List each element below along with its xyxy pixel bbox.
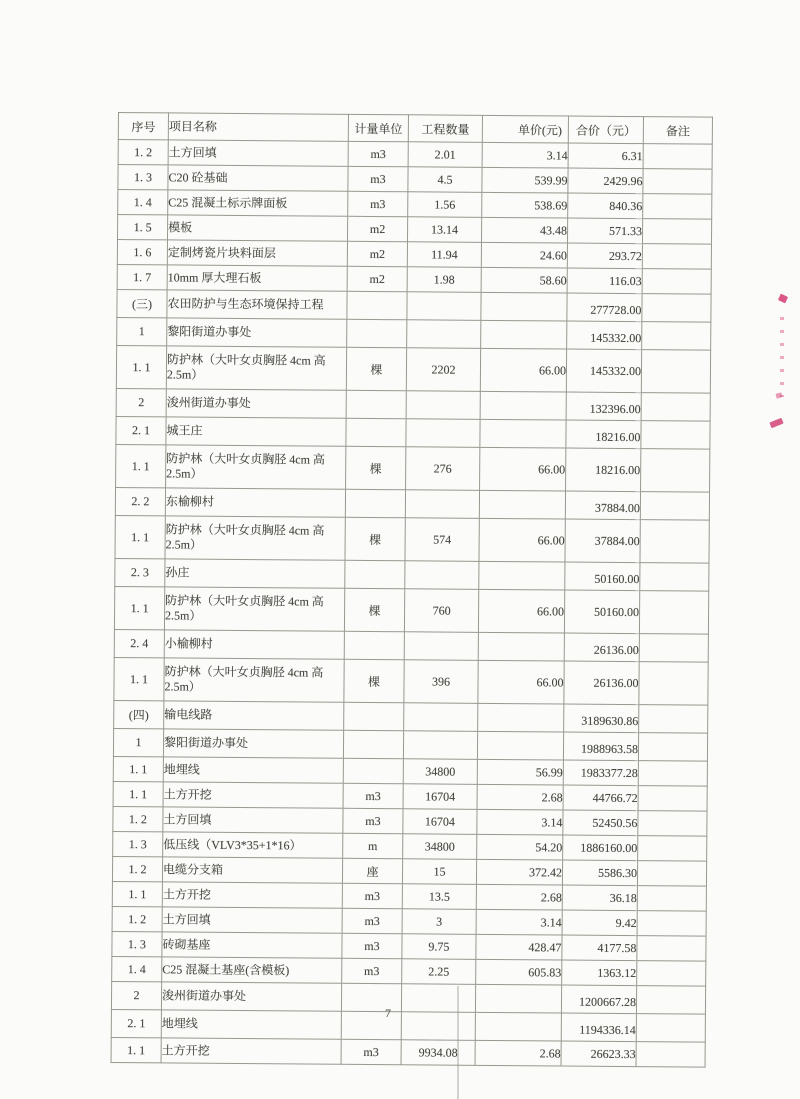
cell-price (481, 320, 567, 349)
cell-seq: 1. 4 (118, 190, 168, 215)
cell-name: 防护林（大叶女贞胸胫 4cm 高 2.5m） (164, 587, 344, 631)
cell-name: 土方开挖 (161, 1038, 341, 1064)
cell-name: C25 混凝土基座(含模板) (162, 957, 342, 983)
cell-price: 605.83 (476, 959, 562, 985)
cell-price: 2.68 (476, 884, 562, 910)
cell-name: 土方开挖 (162, 882, 342, 908)
cell-total: 36.18 (562, 885, 637, 911)
cell-unit: m3 (348, 191, 408, 216)
cell-price: 372.42 (476, 859, 562, 885)
cell-total: 6.31 (568, 143, 643, 169)
cell-remark (637, 861, 706, 887)
cell-qty (406, 391, 480, 420)
cell-unit: m (343, 833, 403, 858)
cell-price: 2.68 (475, 1040, 561, 1066)
cell-remark (640, 563, 709, 592)
cell-name: 电缆分支箱 (162, 857, 342, 883)
cost-summary-table (111, 112, 713, 1068)
cell-qty: 9.75 (402, 934, 476, 960)
cell-total: 2429.96 (568, 168, 643, 194)
cell-qty (401, 1012, 475, 1041)
cell-total: 1886160.00 (563, 835, 638, 861)
cell-name: 输电线路 (164, 701, 344, 730)
cell-unit (344, 631, 404, 659)
cell-unit: m3 (343, 808, 403, 833)
cell-unit: m3 (342, 958, 402, 983)
cell-total: 277728.00 (567, 293, 642, 322)
cell-remark (638, 733, 707, 762)
cell-total: 9.42 (562, 910, 637, 936)
cell-remark (637, 936, 706, 962)
cell-remark (643, 144, 712, 170)
cell-remark (639, 705, 708, 734)
cell-total: 293.72 (567, 243, 642, 269)
cell-total: 1363.12 (562, 960, 637, 986)
cell-price: 2.68 (477, 784, 563, 810)
cell-seq: 1. 7 (117, 264, 167, 289)
cell-price (477, 731, 563, 760)
cell-total: 3189630.86 (564, 704, 639, 733)
cell-seq: 1. 1 (113, 756, 163, 781)
cell-total: 26623.33 (561, 1041, 636, 1067)
cell-seq: 1. 2 (112, 906, 162, 931)
cell-price: 3.14 (482, 142, 568, 168)
cell-price: 3.14 (477, 809, 563, 835)
cell-qty: 15 (402, 859, 476, 885)
cell-total: 18216.00 (566, 448, 641, 492)
cell-total: 116.03 (567, 268, 642, 294)
cell-qty (405, 561, 479, 590)
cell-price: 66.00 (479, 518, 565, 562)
cell-qty (401, 984, 475, 1013)
cell-name: 低压线（VLV3*35+1*16） (163, 832, 343, 858)
cell-unit: 棵 (344, 659, 404, 702)
cell-total: 145332.00 (566, 349, 641, 393)
cell-remark (643, 169, 712, 195)
cell-name: 黎阳街道办事处 (163, 729, 343, 758)
cell-seq: 2. 1 (116, 416, 166, 444)
cell-remark (642, 244, 711, 270)
cell-unit: m3 (348, 141, 408, 166)
cell-seq: 1. 1 (116, 444, 166, 487)
cell-name: 土方回填 (163, 807, 343, 833)
cell-qty: 9934.08 (401, 1040, 475, 1066)
cell-qty: 4.5 (408, 167, 482, 193)
cell-qty (407, 292, 481, 321)
cell-qty: 16704 (403, 809, 477, 835)
cell-price: 24.60 (481, 242, 567, 268)
cell-name: 农田防护与生态环境保持工程 (167, 290, 347, 319)
cell-total: 1988963.58 (563, 732, 638, 761)
column-header-seq: 序号 (118, 113, 168, 140)
column-header-unit: 计量单位 (348, 114, 408, 141)
cell-name: 防护林（大叶女贞胸胫 4cm 高 2.5m） (164, 658, 344, 702)
cell-unit (344, 702, 404, 730)
cell-remark (640, 520, 709, 564)
cell-qty: 16704 (403, 784, 477, 810)
cell-total: 37884.00 (565, 519, 640, 563)
cell-qty: 34800 (403, 759, 477, 785)
cell-total: 44766.72 (563, 785, 638, 811)
page-number: 7 (385, 1006, 391, 1020)
cell-seq: 1. 1 (114, 657, 164, 700)
cell-remark (637, 961, 706, 987)
cell-qty: 396 (404, 660, 478, 704)
cell-qty: 2.25 (402, 959, 476, 985)
cell-qty (405, 490, 479, 519)
column-header-qty: 工程数量 (408, 115, 482, 143)
column-header-price: 单价(元) (482, 115, 568, 143)
cell-seq: 1. 3 (112, 931, 162, 956)
cell-price: 538.69 (482, 192, 568, 218)
cell-seq: 2. 1 (111, 1009, 161, 1037)
cell-seq: 1. 1 (114, 586, 164, 629)
column-header-name: 项目名称 (168, 113, 348, 141)
cell-unit (343, 730, 403, 758)
cell-unit: 棵 (344, 588, 404, 631)
cell-remark (638, 786, 707, 812)
cell-qty: 1.56 (408, 192, 482, 218)
cell-total: 571.33 (567, 218, 642, 244)
cell-remark (642, 269, 711, 295)
cell-name: 东榆柳村 (165, 488, 345, 517)
cell-name: 土方回填 (162, 907, 342, 933)
cell-seq: 1. 1 (112, 881, 162, 906)
cell-unit: m3 (341, 1039, 401, 1064)
cell-name: 孙庄 (165, 559, 345, 588)
stamp-mark-icon (775, 392, 782, 398)
cell-seq: 1. 1 (115, 515, 165, 558)
cell-unit: m2 (347, 216, 407, 241)
cell-remark (636, 1042, 705, 1068)
cell-unit: m3 (348, 166, 408, 191)
cell-seq: 1. 2 (118, 140, 168, 165)
cell-remark (641, 421, 710, 450)
cell-remark (636, 986, 705, 1015)
cell-remark (641, 449, 710, 493)
cell-unit (347, 319, 407, 347)
cell-seq: 1. 4 (112, 956, 162, 981)
cell-price (480, 419, 566, 448)
cell-remark (636, 1014, 705, 1043)
cell-remark (642, 294, 711, 323)
cell-total: 52450.56 (563, 810, 638, 836)
cell-remark (637, 911, 706, 937)
cell-price: 66.00 (478, 660, 564, 704)
cell-seq: 1. 1 (116, 345, 166, 388)
cell-total: 840.36 (568, 193, 643, 219)
cell-name: 浚州街道办事处 (161, 982, 341, 1011)
cell-remark (640, 492, 709, 521)
cell-qty: 574 (405, 518, 479, 562)
cell-name: 浚州街道办事处 (166, 389, 346, 418)
cell-name: 防护林（大叶女贞胸胫 4cm 高 2.5m） (165, 516, 345, 560)
cell-qty (407, 320, 481, 349)
cell-seq: 1. 1 (113, 781, 163, 806)
stamp-mark-icon (769, 418, 783, 428)
cell-total: 145332.00 (567, 321, 642, 350)
cell-unit: m3 (343, 783, 403, 808)
table-row (114, 657, 708, 705)
cell-seq: 2. 2 (115, 487, 165, 515)
cell-unit: m3 (342, 933, 402, 958)
cell-remark (639, 634, 708, 663)
cell-qty: 276 (406, 447, 480, 491)
cell-unit: m3 (342, 883, 402, 908)
cell-qty: 2202 (406, 348, 480, 392)
cell-unit (346, 418, 406, 446)
cell-unit: m2 (347, 266, 407, 291)
cell-price: 56.99 (477, 759, 563, 785)
cell-unit (346, 390, 406, 418)
cell-total: 26136.00 (564, 633, 639, 662)
table-row (115, 515, 709, 563)
cell-price (479, 561, 565, 590)
cell-qty: 11.94 (407, 242, 481, 268)
column-header-remark: 备注 (643, 117, 712, 145)
cell-name: 防护林（大叶女贞胸胫 4cm 高 2.5m） (166, 445, 346, 489)
cell-seq: 1 (113, 728, 163, 756)
cell-seq: 2. 3 (115, 558, 165, 586)
cell-name: 黎阳街道办事处 (167, 318, 347, 347)
cell-name: 模板 (167, 215, 347, 241)
cell-price (475, 984, 561, 1013)
cell-price: 66.00 (480, 348, 566, 392)
cell-total: 4177.58 (562, 935, 637, 961)
cell-remark (639, 662, 708, 706)
cell-price: 43.48 (481, 217, 567, 243)
cell-total: 1200667.28 (561, 985, 636, 1014)
cell-price (478, 632, 564, 661)
cell-qty (404, 703, 478, 732)
cell-total: 5586.30 (562, 860, 637, 886)
cell-unit: 棵 (346, 446, 406, 489)
cell-price: 3.14 (476, 909, 562, 935)
cell-unit (345, 489, 405, 517)
cell-name: C20 砼基础 (168, 165, 348, 191)
cell-total: 1194336.14 (561, 1013, 636, 1042)
cell-name: 土方开挖 (163, 782, 343, 808)
cell-unit (347, 291, 407, 319)
cell-seq: 1. 5 (117, 215, 167, 240)
cell-name: 土方回填 (168, 140, 348, 166)
cell-remark (638, 761, 707, 787)
cell-name: 小榆柳村 (164, 630, 344, 659)
table-row (116, 444, 710, 492)
cell-total: 132396.00 (566, 392, 641, 421)
cell-name: 防护林（大叶女贞胸胫 4cm 高 2.5m） (166, 346, 346, 390)
cell-remark (638, 811, 707, 837)
cell-price (480, 391, 566, 420)
cell-seq: 1. 1 (111, 1037, 161, 1062)
cell-remark (642, 219, 711, 245)
cell-qty: 13.5 (402, 884, 476, 910)
cell-unit (345, 560, 405, 588)
cell-remark (641, 350, 710, 394)
cell-unit: 座 (342, 858, 402, 883)
cell-qty: 34800 (403, 834, 477, 860)
cell-seq: 1. 2 (113, 806, 163, 831)
cell-price (475, 1012, 561, 1041)
cell-seq: 2. 4 (114, 629, 164, 657)
cell-remark (642, 322, 711, 351)
table-row (114, 586, 708, 634)
cell-price: 58.60 (481, 267, 567, 293)
cell-price: 54.20 (477, 834, 563, 860)
cell-total: 50160.00 (564, 590, 639, 634)
cell-seq: (三) (117, 289, 167, 317)
cell-total: 18216.00 (566, 420, 641, 449)
cell-qty: 760 (404, 589, 478, 633)
cell-price (479, 490, 565, 519)
cell-remark (637, 886, 706, 912)
cell-total: 26136.00 (564, 661, 639, 705)
cell-qty (404, 632, 478, 661)
cell-seq: 1. 3 (113, 831, 163, 856)
cell-seq: 1 (117, 317, 167, 345)
cell-qty: 13.14 (407, 217, 481, 243)
cell-remark (639, 591, 708, 635)
cell-price: 66.00 (480, 447, 566, 491)
cell-price: 539.99 (482, 167, 568, 193)
cell-seq: 2 (111, 981, 161, 1009)
cell-remark (643, 194, 712, 220)
cell-seq: 1. 2 (112, 856, 162, 881)
stamp-mark-icon (778, 294, 788, 304)
cell-qty: 1.98 (407, 267, 481, 293)
column-header-total: 合价（元） (568, 116, 643, 144)
cell-unit: m3 (342, 908, 402, 933)
cell-qty (403, 731, 477, 760)
cell-price: 66.00 (478, 589, 564, 633)
cell-name: 10mm 厚大理石板 (167, 265, 347, 291)
cell-name: C25 混凝土标示牌面板 (168, 190, 348, 216)
cell-seq: 1. 3 (118, 165, 168, 190)
cell-qty: 3 (402, 909, 476, 935)
cell-remark (638, 836, 707, 862)
cell-name: 砖砌基座 (162, 932, 342, 958)
cell-total: 37884.00 (565, 491, 640, 520)
cell-price (478, 703, 564, 732)
cell-price: 428.47 (476, 934, 562, 960)
cell-qty (406, 419, 480, 448)
table-row (116, 345, 710, 393)
cell-qty: 2.01 (408, 142, 482, 168)
cell-seq: 1. 6 (117, 240, 167, 265)
cell-name: 地埋线 (161, 1010, 341, 1039)
cell-unit (343, 758, 403, 783)
cell-total: 50160.00 (565, 562, 640, 591)
cell-total: 1983377.28 (563, 760, 638, 786)
cell-name: 城王庄 (166, 417, 346, 446)
cell-price (481, 292, 567, 321)
cell-name: 定制烤瓷片块料面层 (167, 240, 347, 266)
stamp-text-smudge (780, 317, 784, 397)
cell-unit: 棵 (346, 347, 406, 390)
cell-seq: (四) (114, 700, 164, 728)
cell-remark (641, 393, 710, 422)
paper-crease-line (457, 986, 459, 1099)
cell-unit: 棵 (345, 517, 405, 560)
table-body (111, 140, 712, 1068)
cell-unit: m2 (347, 241, 407, 266)
table-row (111, 1037, 705, 1067)
cell-name: 地埋线 (163, 757, 343, 783)
cell-seq: 2 (116, 388, 166, 416)
